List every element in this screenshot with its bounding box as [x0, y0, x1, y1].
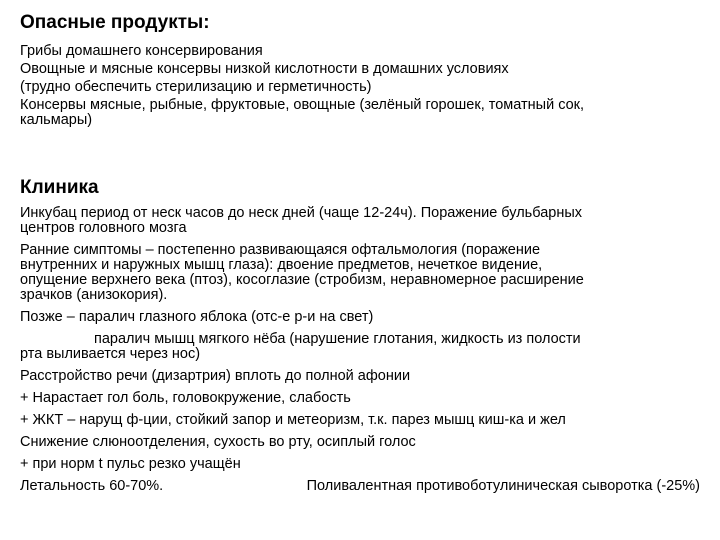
- text-line: зрачков (анизокория).: [20, 287, 168, 303]
- serum-text: Поливалентная противоботулиническая сыворотка (-25%): [306, 478, 700, 494]
- dangerous-products-list: [20, 42, 710, 129]
- text-line: паралич мышц мягкого нёба (нарушение глотания, жидкость из полости: [94, 331, 581, 347]
- text-line: + при норм t пульс резко учащён: [20, 456, 241, 472]
- text-line: Консервы мясные, рыбные, фруктовые, овощные (зелёный горошек, томатный сок,: [20, 97, 585, 113]
- text-line: внутренних и наружных мышц глаза): двоение предметов, нечеткое видение,: [20, 257, 543, 273]
- text-line: + Нарастает гол боль, головокружение, слабость: [20, 390, 351, 406]
- text-line: кальмары): [20, 112, 93, 128]
- text-line: рта выливается через нос): [20, 346, 201, 362]
- text-line: центров головного мозга: [20, 220, 187, 236]
- text-line: Грибы домашнего консервирования: [20, 43, 263, 59]
- text-line: (трудно обеспечить стерилизацию и герметичность): [20, 79, 372, 95]
- text-line: Овощные и мясные консервы низкой кислотности в домашних условиях: [20, 61, 509, 77]
- text-line: Расстройство речи (дизартрия) вплоть до полной афонии: [20, 368, 411, 384]
- text-line: Ранние симптомы – постепенно развивающаяся офтальмология (поражение: [20, 242, 541, 258]
- clinic-text: [20, 204, 710, 495]
- text-line: Снижение слюноотделения, сухость во рту, осиплый голос: [20, 434, 416, 450]
- text-line: + ЖКТ – нарущ ф-ции, стойкий запор и метеоризм, т.к. парез мышц киш-ка и жел: [20, 412, 566, 428]
- section-title-clinic: Клиника: [20, 177, 99, 198]
- mortality-row: [20, 477, 700, 495]
- mortality-text: Летальность 60-70%.: [20, 478, 164, 494]
- text-line: Позже – паралич глазного яблока (отс-е р-и на свет): [20, 309, 374, 325]
- section-title-dangerous-products: Опасные продукты:: [20, 12, 210, 33]
- text-line: Инкубац период от неск часов до неск дней (чаще 12-24ч). Поражение бульбарных: [20, 205, 583, 221]
- text-line: опущение верхнего века (птоз), косоглазие (стробизм, неравномерное расширение: [20, 272, 584, 288]
